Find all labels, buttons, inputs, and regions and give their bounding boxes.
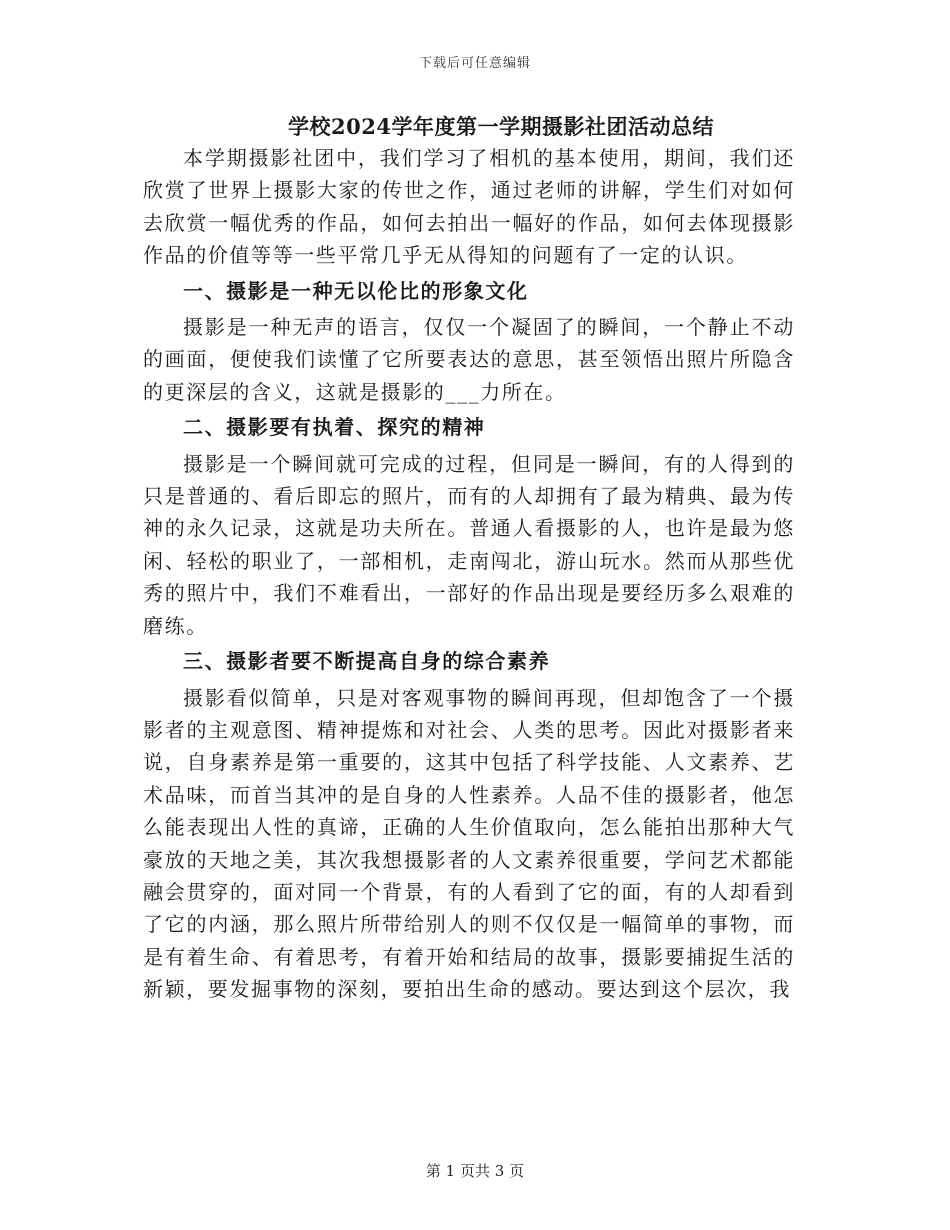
section-paragraph: 摄影是一种无声的语言，仅仅一个凝固了的瞬间，一个静止不动的画面，便使我们读懂了它所要表达的意思，甚至领悟出照片所隐含的更深层的含义，这就是摄影的___力所在。 [143,315,795,404]
document-title: 学校2024学年度第一学期摄影社团活动总结 [288,114,714,139]
document-body [143,112,795,1006]
intro-paragraph: 本学期摄影社团中，我们学习了相机的基本使用，期间，我们还欣赏了世界上摄影大家的传世之作，通过老师的讲解，学生们对如何去欣赏一幅优秀的作品，如何去拍出一幅好的作品，如何去体现摄影作品的价值等等一些平常几乎无从得知的问题有了一定的认识。 [143,146,795,268]
section-paragraph: 摄影看似简单，只是对客观事物的瞬间再现，但却饱含了一个摄影者的主观意图、精神提炼和对社会、人类的思考。因此对摄影者来说，自身素养是第一重要的，这其中包括了科学技能、人文素养、艺术品味，而首当其冲的是自身的人性素养。人品不佳的摄影者，他怎么能表现出人性的真谛，正确的人生价值取向，怎么能拍出那种大气豪放的天地之美，其次我想摄影者的人文素养很重要，学问艺术都能融会贯穿的，面对同一个背景，有的人看到了它的面，有的人却看到了它的内涵，那么照片所带给别人的则不仅仅是一幅简单的事物，而是有着生命、有着思考，有着开始和结局的故事，摄影要捕捉生活的新颖，要发掘事物的深刻，要拍出生命的感动。要达到这个层次，我 [143,685,795,1002]
section-paragraph: 摄影是一个瞬间就可完成的过程，但同是一瞬间，有的人得到的只是普通的、看后即忘的照片，而有的人却拥有了最为精典、最为传神的永久记录，这就是功夫所在。普通人看摄影的人，也许是最为悠闲、轻松的职业了，一部相机，走南闯北，游山玩水。然而从那些优秀的照片中，我们不难看出，一部好的作品出现是要经历多么艰难的磨练。 [143,451,795,638]
section-heading: 二、摄影要有执着、探究的精神 [183,415,486,440]
page-header-note: 下载后可任意编辑 [418,56,531,71]
section-1 [143,272,795,409]
section-2 [143,408,795,642]
section-heading: 三、摄影者要不断提高自身的综合素养 [183,649,551,674]
section-heading: 一、摄影是一种无以伦比的形象文化 [183,278,529,303]
section-3 [143,642,795,1005]
page-footer: 第 1 页共 3 页 [425,1162,525,1180]
